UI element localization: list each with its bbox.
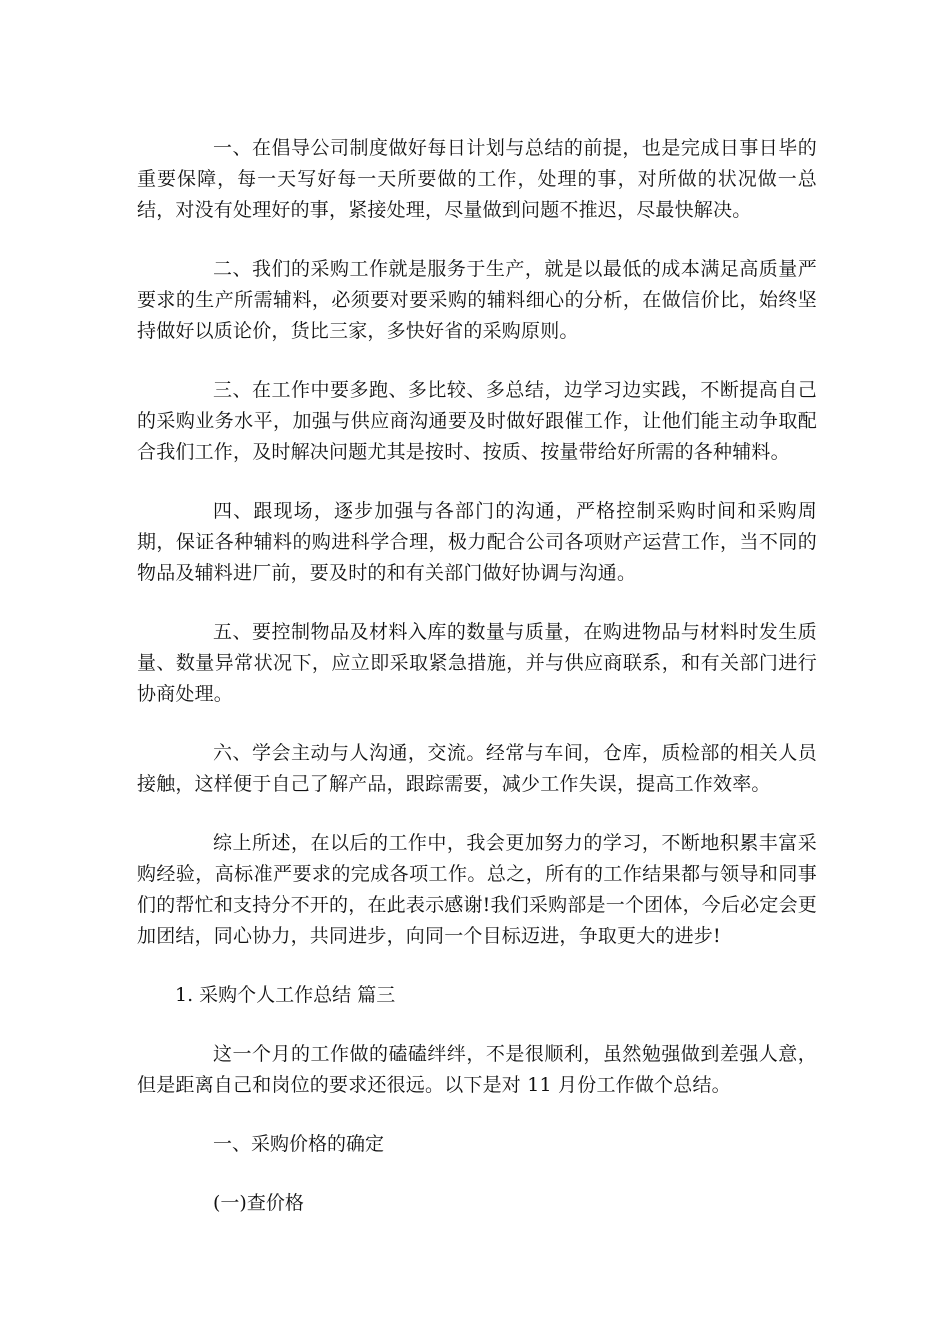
paragraph-1: 一、在倡导公司制度做好每日计划与总结的前提，也是完成日事日毕的重要保障，每一天写好每一天所要做的工作，处理的事，对所做的状况做一总结，对没有处理好的事，紧接处理，尽量做到问题不推迟，尽最快解决。 bbox=[137, 137, 817, 221]
sub-heading-check-price: (一)查价格 bbox=[213, 1192, 304, 1214]
paragraph-4: 四、跟现场，逐步加强与各部门的沟通，严格控制采购时间和采购周期，保证各种辅料的购进科学合理，极力配合公司各项财产运营工作，当不同的物品及辅料进厂前，要及时的和有关部门做好协调与沟通。 bbox=[137, 500, 817, 584]
paragraph-6: 六、学会主动与人沟通，交流。经常与车间，仓库，质检部的相关人员接触，这样便于自己了解产品，跟踪需要，减少工作失误，提高工作效率。 bbox=[137, 742, 817, 795]
sub-heading-price: 一、采购价格的确定 bbox=[213, 1133, 385, 1155]
intro-paragraph: 这一个月的工作做的磕磕绊绊，不是很顺利，虽然勉强做到差强人意，但是距离自己和岗位的要求还很远。以下是对 11 月份工作做个总结。 bbox=[137, 1043, 817, 1096]
paragraph-7: 综上所述，在以后的工作中，我会更加努力的学习，不断地积累丰富采购经验，高标准严要求的完成各项工作。总之，所有的工作结果都与领导和同事们的帮忙和支持分不开的，在此表示感谢!我们采购部是一个团体，今后必定会更加团结，同心协力，共同进步，向同一个目标迈进，争取更大的进步! bbox=[137, 832, 817, 947]
paragraph-3: 三、在工作中要多跑、多比较、多总结，边学习边实践，不断提高自己的采购业务水平，加强与供应商沟通要及时做好跟催工作，让他们能主动争取配合我们工作，及时解决问题尤其是按时、按质、按量带给好所需的各种辅料。 bbox=[137, 379, 817, 463]
document-body bbox=[137, 133, 817, 1247]
section-heading: 1. 采购个人工作总结 篇三 bbox=[175, 984, 396, 1006]
paragraph-2: 二、我们的采购工作就是服务于生产，就是以最低的成本满足高质量严要求的生产所需辅料，必须要对要采购的辅料细心的分析，在做信价比，始终坚持做好以质论价，货比三家，多快好省的采购原则。 bbox=[137, 258, 817, 342]
paragraph-5: 五、要控制物品及材料入库的数量与质量，在购进物品与材料时发生质量、数量异常状况下，应立即采取紧急措施，并与供应商联系，和有关部门进行协商处理。 bbox=[137, 621, 817, 705]
